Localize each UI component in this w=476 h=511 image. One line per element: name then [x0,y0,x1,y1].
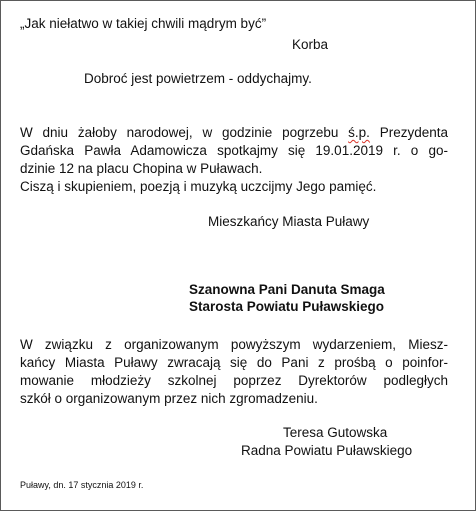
announcement-paragraph [20,124,448,196]
request-line-3: mowanie młodzieży szkolnej poprzez Dyrektorów podległych [20,373,448,388]
quote-text: „Jak niełatwo w takiej chwili mądrym być” [20,16,267,31]
request-line-4: szkół o organizowanym przez nich zgromadzeniu. [20,391,318,406]
request-line-2: kańcy Miasta Puławy zwracają się do Pani z prośbą o poinfor- [20,355,448,370]
recipient-name: Szanowna Pani Danuta Smaga [189,282,385,297]
recipient-block [189,281,385,315]
announcement-line-3: dzinie 12 na placu Chopina w Puławach. [20,161,263,176]
signature-title: Radna Powiatu Puławskiego [241,443,413,458]
signature-name: Teresa Gutowska [283,425,388,440]
request-line-1: W związku z organizowanym powyższym wydarzeniem, Miesz- [20,337,448,352]
announcement-line-1-end: Prezydenta [369,125,448,140]
signature-residents: Mieszkańcy Miasta Puławy [208,214,370,229]
footer-date: Puławy, dn. 17 stycznia 2019 r. [20,480,144,490]
recipient-title: Starosta Powiatu Puławskiego [189,299,385,314]
announcement-line-1 [20,124,448,142]
quote-author: Korba [292,37,329,52]
motto: Dobroć jest powietrzem - oddychajmy. [84,71,312,86]
announcement-line-1-start: W dniu żałoby narodowej, w godzinie pogrzebu [20,125,349,140]
spellcheck-word: ś.p. [348,125,370,140]
announcement-line-2: Gdańska Pawła Adamowicza spotkajmy się 19.01.2019 r. o go- [20,143,448,158]
announcement-line-4: Ciszą i skupieniem, poezją i muzyką uczcijmy Jego pamięć. [20,179,377,194]
request-paragraph [20,336,448,408]
